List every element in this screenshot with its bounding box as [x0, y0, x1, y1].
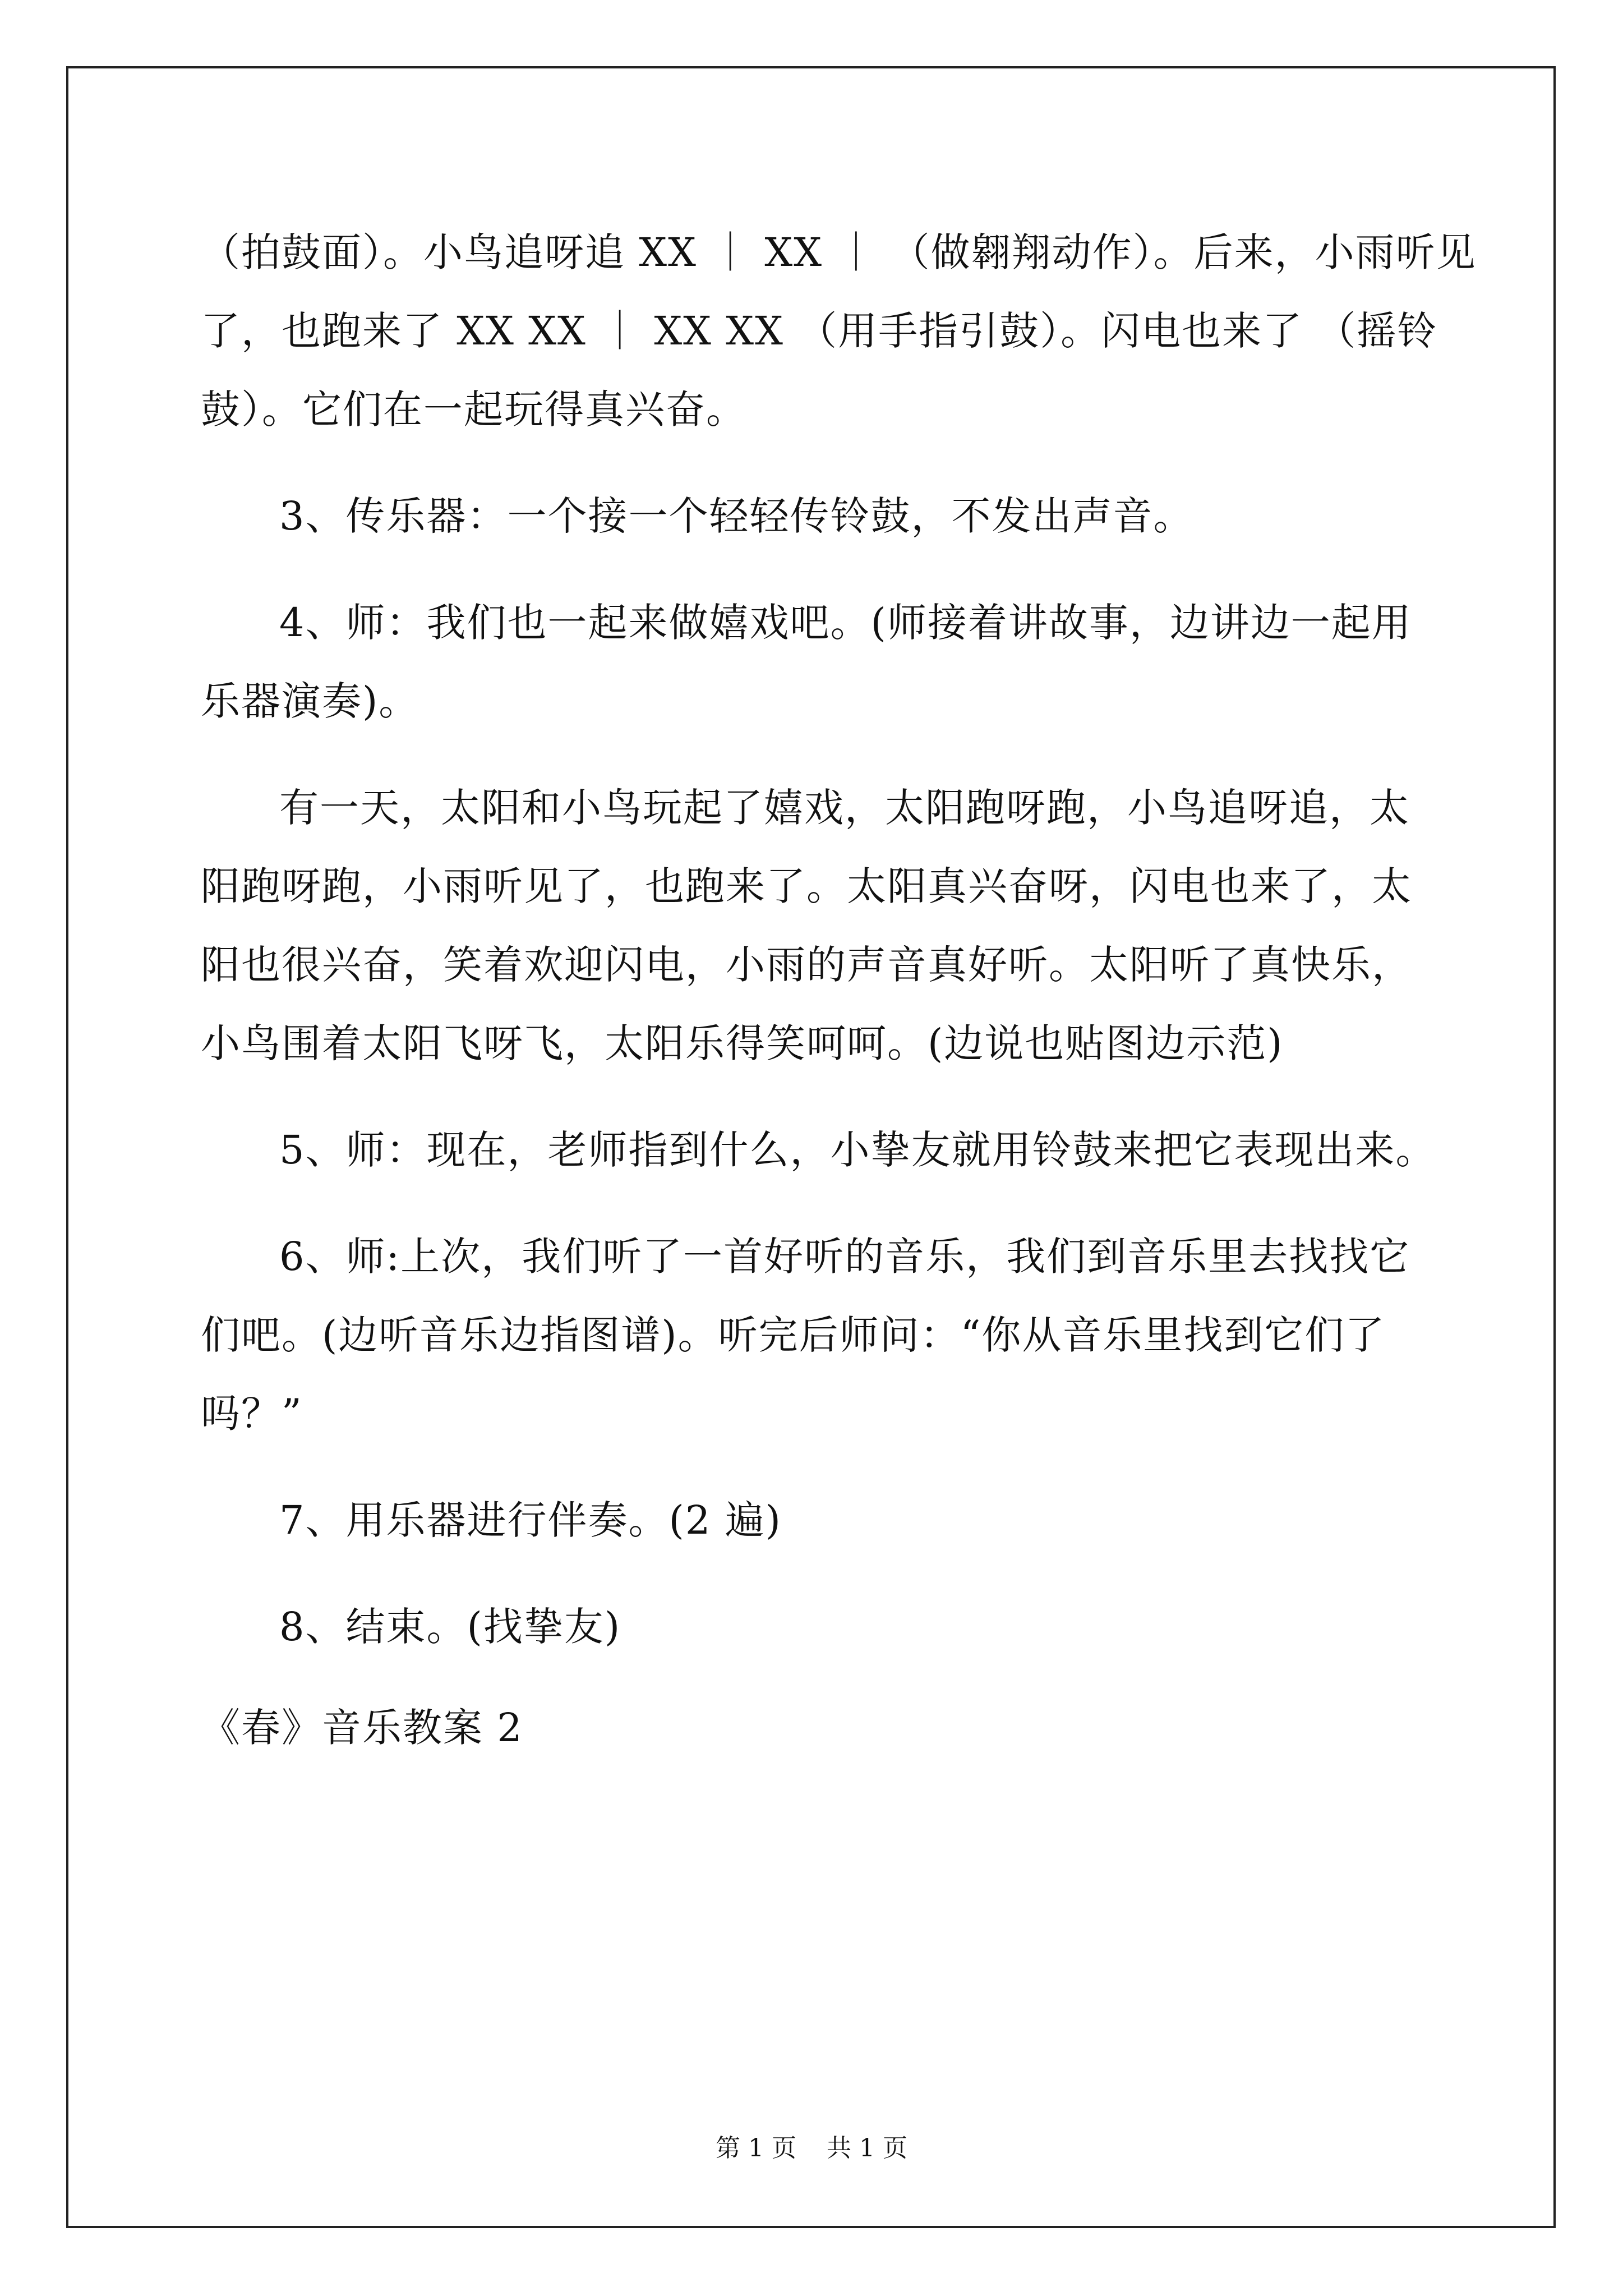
paragraph-line: 乐器演奏)。: [201, 678, 419, 724]
paragraph-line: 们吧。(边听音乐边指图谱)。听完后师问：“你从音乐里找到它们了: [201, 1312, 1386, 1358]
paragraph-line: 8、结束。(找挚友): [279, 1604, 621, 1650]
page-number: 第 1 页: [716, 2134, 796, 2162]
paragraph-line: （拍鼓面）。小鸟追呀追 XX ｜ XX ｜ （做翱翔动作）。后来，小雨听见: [201, 229, 1477, 275]
paragraph-line: 鼓）。它们在一起玩得真兴奋。: [201, 386, 746, 432]
paragraph-line: 阳也很兴奋，笑着欢迎闪电，小雨的声音真好听。太阳听了真快乐，: [201, 942, 1412, 988]
paragraph-line: 4、师：我们也一起来做嬉戏吧。(师接着讲故事，边讲边一起用: [279, 600, 1412, 646]
page-footer: [0, 2132, 1623, 2165]
section-heading: 《春》音乐教案 2: [201, 1705, 523, 1751]
paragraph-line: 6、师:上次，我们听了一首好听的音乐，我们到音乐里去找找它: [279, 1234, 1410, 1280]
paragraph-line: 吗？”: [201, 1391, 303, 1437]
page-total: 共 1 页: [827, 2134, 907, 2162]
paragraph-line: 有一天，太阳和小鸟玩起了嬉戏，太阳跑呀跑，小鸟追呀追，太: [279, 785, 1410, 831]
paragraph-line: 了，也跑来了 XX XX ｜ XX XX （用手指引鼓）。闪电也来了 （摇铃: [201, 308, 1438, 354]
paragraph-line: 小鸟围着太阳飞呀飞，太阳乐得笑呵呵。(边说也贴图边示范): [201, 1020, 1284, 1066]
paragraph-line: 阳跑呀跑，小雨听见了，也跑来了。太阳真兴奋呀，闪电也来了，太: [201, 863, 1412, 909]
paragraph-line: 3、传乐器：一个接一个轻轻传铃鼓，不发出声音。: [279, 493, 1194, 539]
paragraph-line: 5、师：现在，老师指到什么，小挚友就用铃鼓来把它表现出来。: [279, 1127, 1436, 1173]
paragraph-line: 7、用乐器进行伴奏。(2 遍): [279, 1497, 782, 1543]
